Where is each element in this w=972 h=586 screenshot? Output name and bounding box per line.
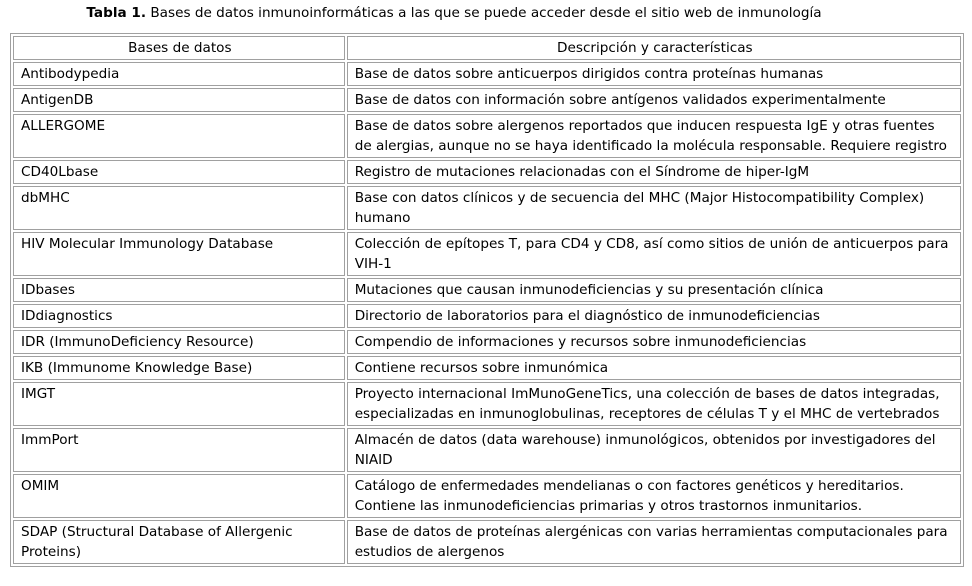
database-description: Base de datos sobre alergenos reportados que inducen respuesta IgE y otras fuentes de alergias, aunque no se haya identificado la molécula responsable. Requiere registro — [347, 114, 961, 158]
database-name: IDR (ImmunoDeficiency Resource) — [13, 330, 345, 354]
database-name: SDAP (Structural Database of Allergenic Proteins) — [13, 520, 345, 564]
database-description: Almacén de datos (data warehouse) inmunológicos, obtenidos por investigadores del NIAID — [347, 428, 961, 472]
database-description: Proyecto internacional ImMunoGeneTics, una colección de bases de datos integradas, especializadas en inmunoglobulinas, receptores de células T y el MHC de vertebrados — [347, 382, 961, 426]
table-row — [13, 160, 961, 184]
database-description: Base de datos con información sobre antígenos validados experimentalmente — [347, 88, 961, 112]
header-databases: Bases de datos — [13, 36, 345, 60]
database-name: dbMHC — [13, 186, 345, 230]
database-description: Compendio de informaciones y recursos sobre inmunodeficiencias — [347, 330, 961, 354]
table-header-row — [13, 36, 961, 60]
database-description: Mutaciones que causan inmunodeficiencias y su presentación clínica — [347, 278, 961, 302]
table-caption-text: Bases de datos inmunoinformáticas a las que se puede acceder desde el sitio web de inmunología — [146, 5, 822, 21]
table-row — [13, 62, 961, 86]
database-name: ImmPort — [13, 428, 345, 472]
database-description: Base con datos clínicos y de secuencia del MHC (Major Histocompatibility Complex) humano — [347, 186, 961, 230]
table-row — [13, 88, 961, 112]
database-name: IMGT — [13, 382, 345, 426]
database-description: Catálogo de enfermedades mendelianas o con factores genéticos y hereditarios. Contiene las inmunodeficiencias primarias y otros trastornos inmunitarios. — [347, 474, 961, 518]
table-row — [13, 330, 961, 354]
table-row — [13, 232, 961, 276]
database-name: AntigenDB — [13, 88, 345, 112]
table-row — [13, 428, 961, 472]
table-caption — [0, 4, 908, 22]
table-row — [13, 520, 961, 564]
table-row — [13, 186, 961, 230]
table-row — [13, 278, 961, 302]
database-description: Colección de epítopes T, para CD4 y CD8, así como sitios de unión de anticuerpos para VIH-1 — [347, 232, 961, 276]
header-description: Descripción y características — [347, 36, 961, 60]
database-name: Antibodypedia — [13, 62, 345, 86]
database-name: IDbases — [13, 278, 345, 302]
database-description: Base de datos de proteínas alergénicas con varias herramientas computacionales para estudios de alergenos — [347, 520, 961, 564]
table-row — [13, 356, 961, 380]
table-row — [13, 382, 961, 426]
database-name: OMIM — [13, 474, 345, 518]
database-description: Contiene recursos sobre inmunómica — [347, 356, 961, 380]
table-row — [13, 304, 961, 328]
database-name: HIV Molecular Immunology Database — [13, 232, 345, 276]
database-name: CD40Lbase — [13, 160, 345, 184]
databases-table — [10, 33, 964, 567]
table-caption-label: Tabla 1. — [86, 5, 147, 21]
database-description: Base de datos sobre anticuerpos dirigidos contra proteínas humanas — [347, 62, 961, 86]
database-name: ALLERGOME — [13, 114, 345, 158]
database-description: Registro de mutaciones relacionadas con el Síndrome de hiper-IgM — [347, 160, 961, 184]
table-row — [13, 114, 961, 158]
database-description: Directorio de laboratorios para el diagnóstico de inmunodeficiencias — [347, 304, 961, 328]
database-name: IDdiagnostics — [13, 304, 345, 328]
table-row — [13, 474, 961, 518]
database-name: IKB (Immunome Knowledge Base) — [13, 356, 345, 380]
